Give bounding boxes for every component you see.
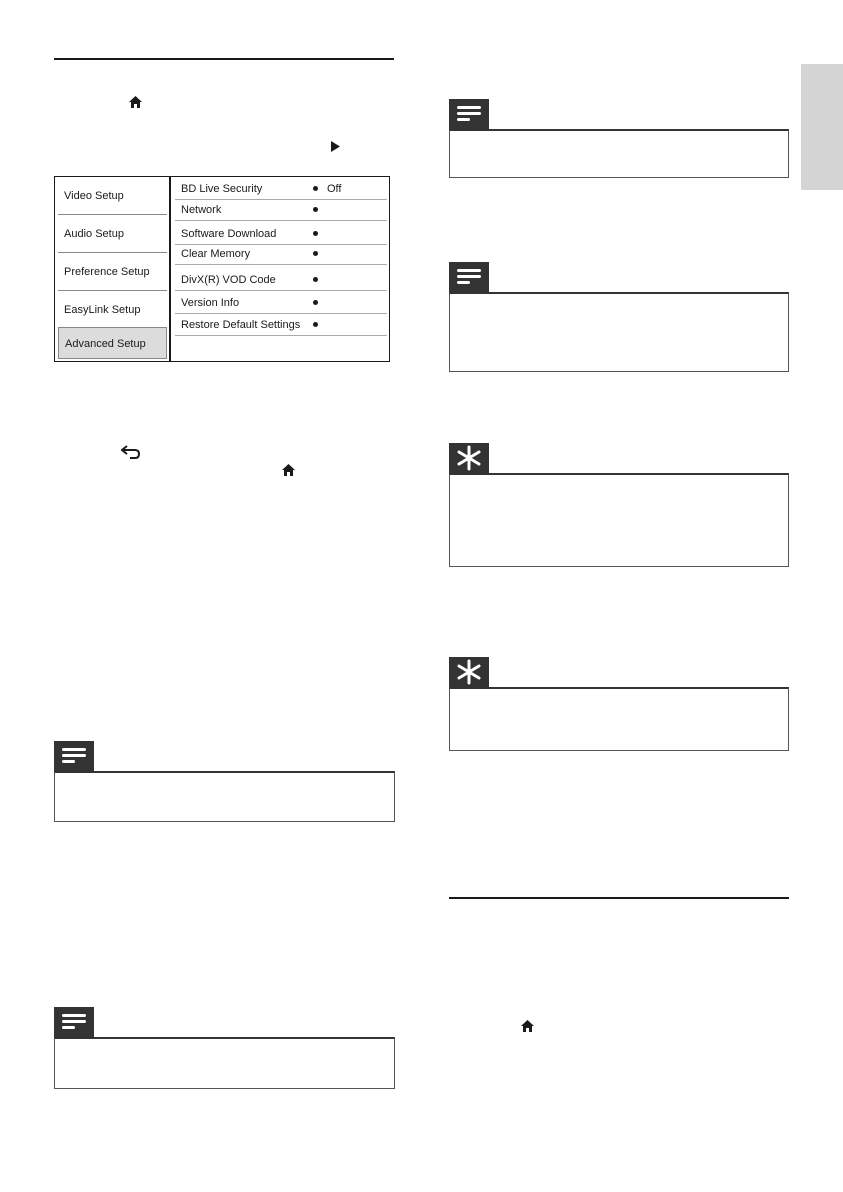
menu-item-label: Software Download	[181, 228, 277, 240]
menu-category-advanced-setup[interactable]: Advanced Setup	[58, 327, 167, 359]
menu-item-label: Clear Memory	[181, 248, 251, 260]
note-tab	[54, 741, 94, 771]
menu-item-label: DivX(R) VOD Code	[181, 274, 276, 286]
tip-content	[449, 473, 789, 567]
bullet-icon	[313, 231, 318, 236]
bullet-icon	[313, 322, 318, 327]
tip-content	[449, 687, 789, 751]
bullet-icon	[313, 207, 318, 212]
menu-item-version-info[interactable]	[175, 292, 387, 314]
tip-asterisk-icon	[449, 443, 489, 473]
setup-menu	[54, 176, 390, 362]
language-side-tab	[801, 64, 843, 190]
bullet-icon	[313, 277, 318, 282]
menu-category-audio-setup[interactable]: Audio Setup	[58, 215, 167, 253]
menu-item-label: Version Info	[181, 297, 240, 309]
menu-item-value: Off	[327, 183, 342, 195]
menu-item-restore-default-settings[interactable]	[175, 314, 387, 336]
note-box	[449, 262, 789, 372]
note-tab	[449, 99, 489, 129]
back-arrow-icon	[121, 445, 141, 459]
note-tab	[54, 1007, 94, 1037]
note-lines-icon	[54, 741, 94, 771]
menu-item-label: Network	[181, 204, 222, 216]
menu-item-clear-memory[interactable]	[175, 243, 387, 265]
note-box	[54, 741, 395, 822]
note-box	[54, 1007, 395, 1089]
bullet-icon	[313, 186, 318, 191]
menu-item-network[interactable]	[175, 199, 387, 221]
menu-item-bd-live-security[interactable]	[175, 178, 387, 200]
menu-category-preference-setup[interactable]: Preference Setup	[58, 253, 167, 291]
note-lines-icon	[54, 1007, 94, 1037]
note-content	[54, 1037, 395, 1089]
menu-item-divx-vod-code[interactable]	[175, 269, 387, 291]
note-lines-icon	[449, 99, 489, 129]
note-content	[449, 292, 789, 372]
menu-category-panel	[55, 177, 171, 361]
tip-box	[449, 657, 789, 751]
menu-item-software-download[interactable]	[175, 223, 387, 245]
section-rule-right-bottom	[449, 897, 789, 899]
tip-tab	[449, 443, 489, 473]
menu-category-video-setup[interactable]: Video Setup	[58, 177, 167, 215]
menu-item-label: BD Live Security	[181, 183, 263, 195]
bullet-icon	[313, 300, 318, 305]
play-triangle-icon	[331, 141, 340, 152]
section-rule-left-top	[54, 58, 394, 60]
note-box	[449, 99, 789, 178]
home-icon	[129, 96, 142, 108]
menu-item-label: Restore Default Settings	[181, 319, 301, 331]
note-content	[449, 129, 789, 178]
note-content	[54, 771, 395, 822]
bullet-icon	[313, 251, 318, 256]
menu-category-easylink-setup[interactable]: EasyLink Setup	[58, 291, 167, 329]
note-tab	[449, 262, 489, 292]
home-icon	[282, 464, 295, 476]
tip-asterisk-icon	[449, 657, 489, 687]
home-icon	[521, 1020, 534, 1032]
tip-box	[449, 443, 789, 567]
note-lines-icon	[449, 262, 489, 292]
tip-tab	[449, 657, 489, 687]
